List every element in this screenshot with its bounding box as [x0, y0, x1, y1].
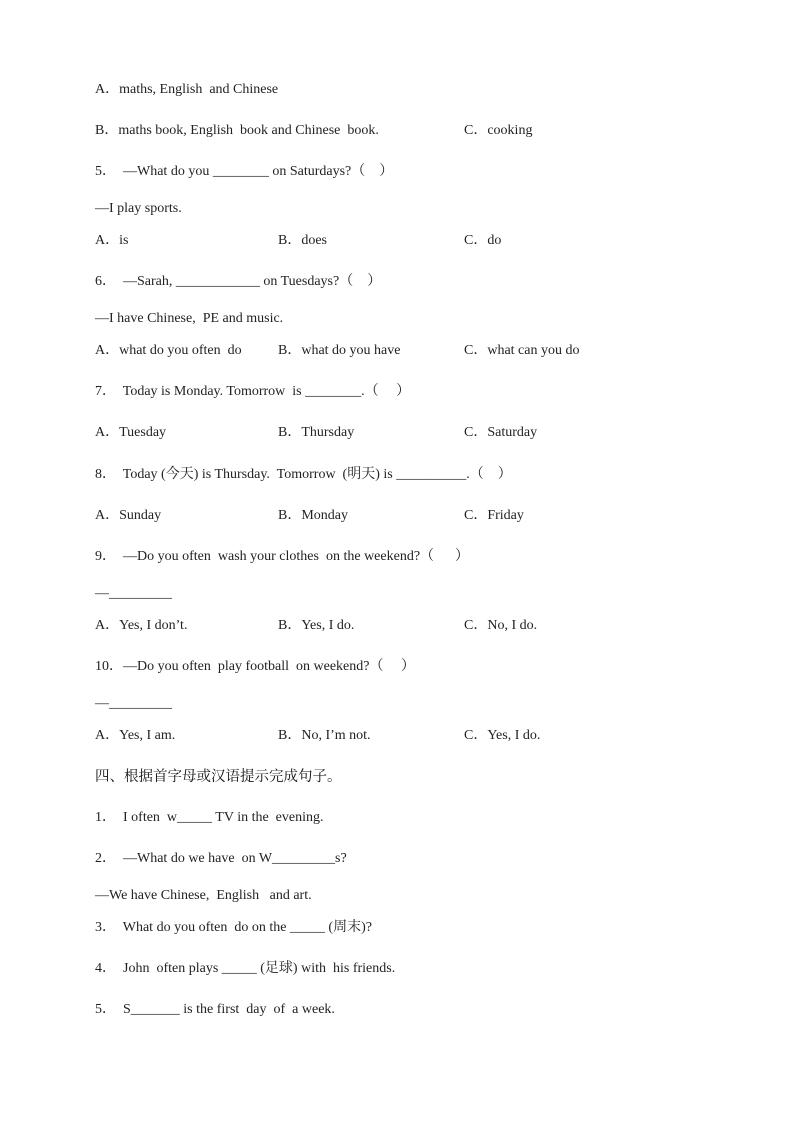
q9-option-a: A．Yes, I don’t.: [95, 618, 188, 633]
s4-item-4: 4． John often plays _____ (足球) with his friends.: [95, 961, 396, 976]
q9-question: 9． —Do you often wash your clothes on the weekend?（ ）: [95, 549, 470, 564]
q10-option-b: B．No, I’m not.: [278, 728, 371, 743]
q10-question: 10．—Do you often play football on weekend?（ ）: [95, 659, 415, 674]
q5-option-c: C．do: [464, 233, 502, 248]
q10-answer-line: —_________: [95, 696, 172, 711]
q6-option-a: A．what do you often do: [95, 343, 242, 358]
q7-option-a: A．Tuesday: [95, 425, 167, 440]
section-4-heading: 四、根据首字母或汉语提示完成句子。: [95, 769, 342, 785]
s4-item-5: 5． S_______ is the first day of a week.: [95, 1002, 335, 1017]
s4-item-2-answer: —We have Chinese, English and art.: [95, 888, 312, 903]
q6-answer-line: —I have Chinese, PE and music.: [95, 311, 284, 326]
q7-question: 7． Today is Monday. Tomorrow is ________.（ ）: [95, 384, 411, 399]
s4-item-3: 3． What do you often do on the _____ (周末)?: [95, 920, 372, 935]
q8-option-c: C．Friday: [464, 508, 524, 523]
q5-answer-line: —I play sports.: [95, 201, 182, 216]
q8-question: 8． Today (今天) is Thursday. Tomorrow (明天) is __________.（ ）: [95, 467, 512, 482]
q5-option-b: B．does: [278, 233, 327, 248]
q9-answer-line: —_________: [95, 586, 172, 601]
q6-option-b: B．what do you have: [278, 343, 401, 358]
q4-option-b: B．maths book, English book and Chinese book.: [95, 123, 379, 138]
q7-option-c: C．Saturday: [464, 425, 538, 440]
q4-option-a: A．maths, English and Chinese: [95, 82, 279, 97]
q4-option-c: C．cooking: [464, 123, 533, 138]
q5-question: 5． —What do you ________ on Saturdays?（ ）: [95, 164, 394, 179]
q9-option-c: C．No, I do.: [464, 618, 538, 633]
q6-question: 6． —Sarah, ____________ on Tuesdays?（ ）: [95, 274, 382, 289]
q10-option-a: A．Yes, I am.: [95, 728, 176, 743]
s4-item-1: 1． I often w_____ TV in the evening.: [95, 810, 324, 825]
q8-option-b: B．Monday: [278, 508, 348, 523]
q6-option-c: C．what can you do: [464, 343, 580, 358]
q8-option-a: A．Sunday: [95, 508, 162, 523]
q9-option-b: B．Yes, I do.: [278, 618, 355, 633]
q7-option-b: B．Thursday: [278, 425, 355, 440]
q10-option-c: C．Yes, I do.: [464, 728, 541, 743]
s4-item-2: 2． —What do we have on W_________s?: [95, 851, 347, 866]
q5-option-a: A．is: [95, 233, 129, 248]
